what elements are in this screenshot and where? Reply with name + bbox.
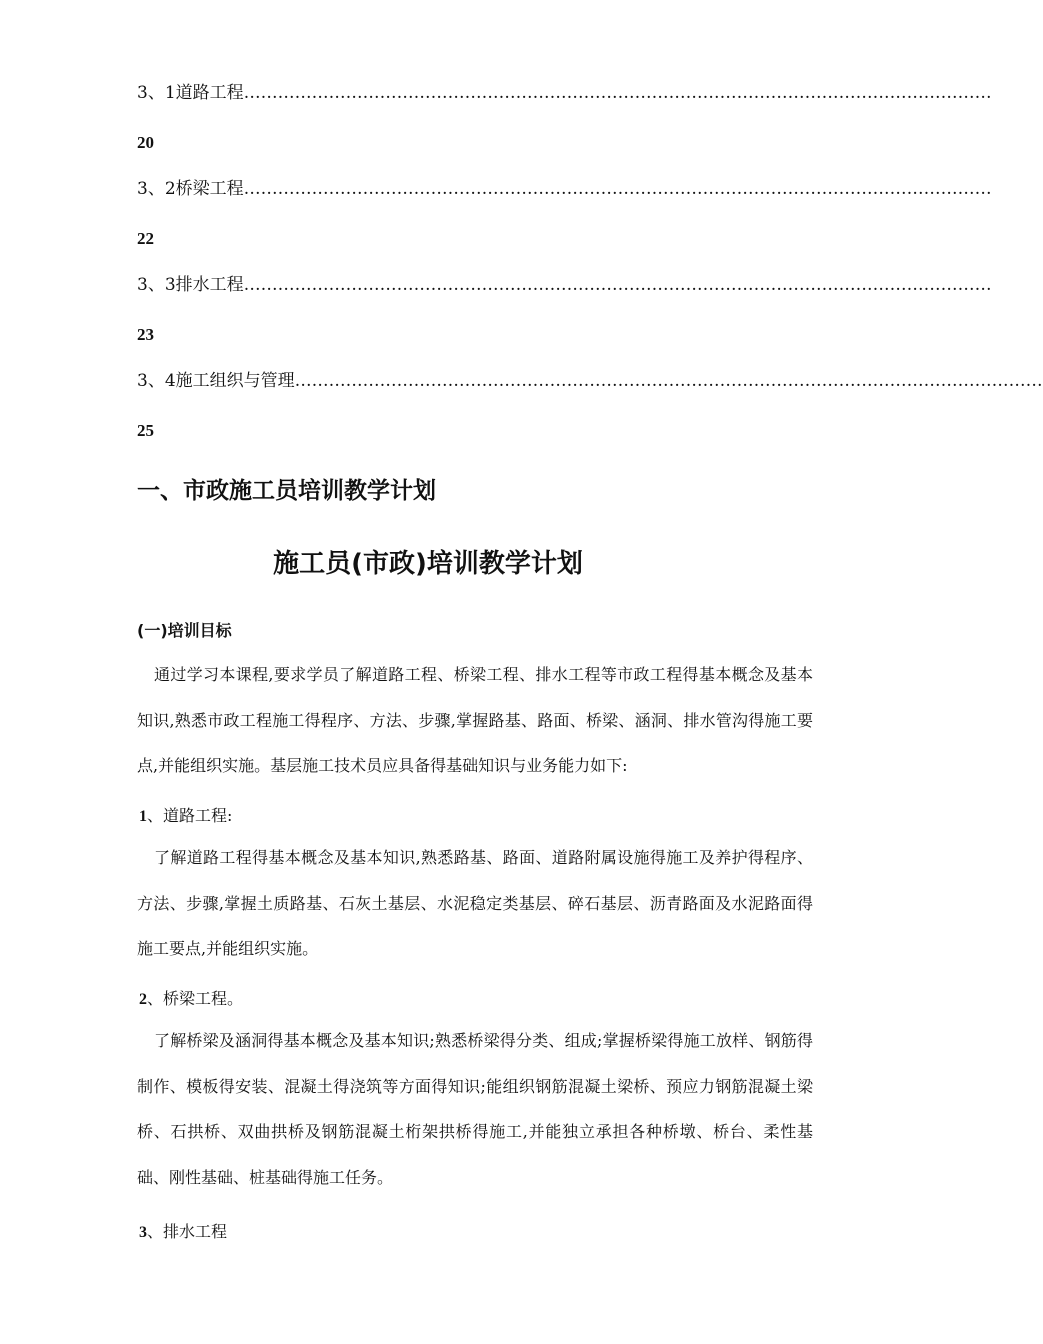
toc-entry[interactable] bbox=[137, 273, 992, 297]
toc-entry[interactable] bbox=[137, 369, 1043, 393]
item-title: 、桥梁工程。 bbox=[147, 989, 244, 1008]
item-title: 、道路工程: bbox=[147, 806, 233, 825]
toc-entry-label: 3、4施工组织与管理 bbox=[137, 371, 295, 391]
toc-leader-dots: …………………………………………………………………………………………………………………… bbox=[243, 83, 992, 103]
item-heading-drainage bbox=[139, 1221, 227, 1244]
toc-entry-label: 3、3排水工程 bbox=[137, 275, 244, 295]
section-heading: 一、市政施工员培训教学计划 bbox=[137, 478, 436, 504]
item-body-bridge: 了解桥梁及涵洞得基本概念及基本知识;熟悉桥梁得分类、组成;掌握桥梁得施工放样、钢筋得制作、模板得安装、混凝土得浇筑等方面得知识;能组织钢筋混凝土梁桥、预应力钢筋混凝土梁桥、石拱桥、双曲拱桥及钢筋混凝土桁架拱桥得施工,并能独立承担各种桥墩、桥台、柔性基础、刚性基础、桩基础得施工任务。 bbox=[137, 1031, 813, 1187]
toc-entry[interactable] bbox=[137, 81, 992, 105]
item-number: 2 bbox=[139, 991, 147, 1008]
toc-entry-label: 3、1道路工程 bbox=[137, 83, 244, 103]
toc-leader-dots: …………………………………………………………………………………………………………………… bbox=[294, 371, 1043, 391]
intro-paragraph: 通过学习本课程,要求学员了解道路工程、桥梁工程、排水工程等市政工程得基本概念及基本知识,熟悉市政工程施工得程序、方法、步骤,掌握路基、路面、桥梁、涵洞、排水管沟得施工要点,并能组织实施。基层施工技术员应具备得基础知识与业务能力如下: bbox=[137, 665, 813, 775]
document-title: 施工员(市政)培训教学计划 bbox=[273, 549, 583, 579]
toc-leader-dots: …………………………………………………………………………………………………………………… bbox=[243, 179, 992, 199]
toc-entry-label: 3、2桥梁工程 bbox=[137, 179, 244, 199]
toc-page-number: 23 bbox=[137, 325, 154, 344]
item-title: 、排水工程 bbox=[147, 1222, 228, 1241]
item-heading-road bbox=[139, 805, 232, 828]
toc-page-number: 22 bbox=[137, 229, 154, 248]
item-number: 3 bbox=[139, 1224, 147, 1241]
toc-page-number: 20 bbox=[137, 133, 154, 152]
toc-entry[interactable] bbox=[137, 177, 992, 201]
item-number: 1 bbox=[139, 808, 147, 825]
item-heading-bridge bbox=[139, 988, 243, 1011]
toc-leader-dots: …………………………………………………………………………………………………………………… bbox=[243, 275, 992, 295]
subheading-training-goal: (一)培训目标 bbox=[137, 621, 232, 640]
toc-page-number: 25 bbox=[137, 421, 154, 440]
item-body-road: 了解道路工程得基本概念及基本知识,熟悉路基、路面、道路附属设施得施工及养护得程序、方法、步骤,掌握土质路基、石灰土基层、水泥稳定类基层、碎石基层、沥青路面及水泥路面得施工要点,并能组织实施。 bbox=[137, 848, 813, 958]
